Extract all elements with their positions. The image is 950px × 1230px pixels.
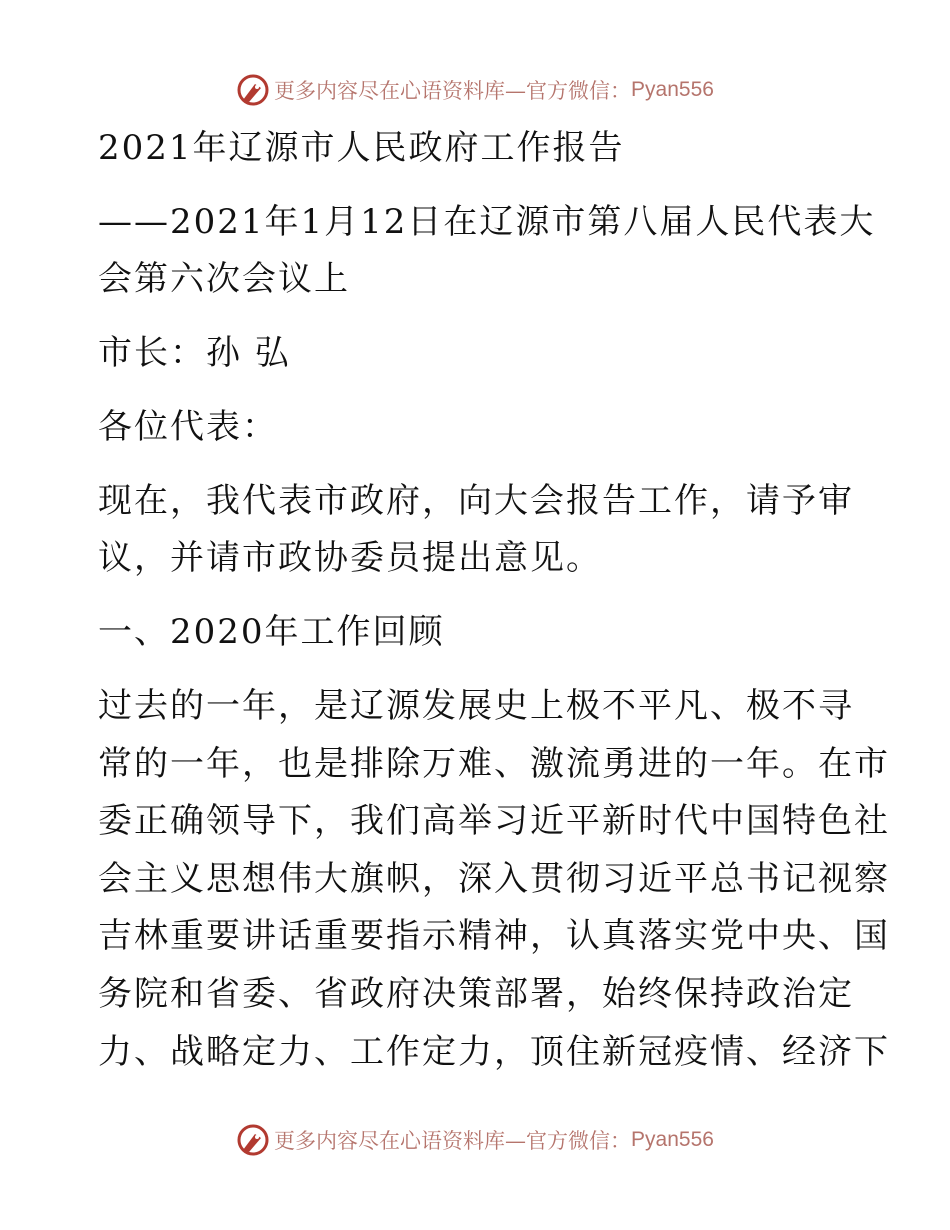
body-line-7: 力、战略定力、工作定力，顶住新冠疫情、经济下 (98, 1032, 890, 1072)
watermark-wechat-id: Pyan556 (631, 78, 714, 101)
subtitle-line-1: ——2021年1月12日在辽源市第八届人民代表大 (98, 202, 876, 242)
pen-nib-logo-icon (236, 73, 270, 107)
watermark-text: 更多内容尽在心语资料库—官方微信： (274, 1129, 632, 1153)
footer-watermark (0, 1120, 950, 1160)
watermark-text: 更多内容尽在心语资料库—官方微信： (274, 79, 632, 103)
pen-nib-logo-icon (236, 1123, 270, 1157)
body-line-4: 会主义思想伟大旗帜，深入贯彻习近平总书记视察 (98, 859, 890, 899)
header-watermark (0, 70, 950, 110)
document-title: 2021年辽源市人民政府工作报告 (98, 128, 625, 168)
section-heading: 一、2020年工作回顾 (98, 612, 445, 652)
body-line-3: 委正确领导下，我们高举习近平新时代中国特色社 (98, 801, 890, 841)
author-line: 市长：孙 弘 (98, 333, 291, 373)
salutation: 各位代表： (98, 407, 278, 447)
watermark-wechat-id: Pyan556 (631, 1128, 714, 1151)
body-line-2: 常的一年，也是排除万难、激流勇进的一年。在市 (98, 744, 890, 784)
intro-line-2: 议，并请市政协委员提出意见。 (98, 538, 602, 578)
subtitle-line-2: 会第六次会议上 (98, 259, 350, 299)
body-line-6: 务院和省委、省政府决策部署，始终保持政治定 (98, 974, 854, 1014)
intro-line-1: 现在，我代表市政府，向大会报告工作，请予审 (98, 481, 854, 521)
body-line-5: 吉林重要讲话重要指示精神，认真落实党中央、国 (98, 916, 890, 956)
body-line-1: 过去的一年，是辽源发展史上极不平凡、极不寻 (98, 686, 854, 726)
